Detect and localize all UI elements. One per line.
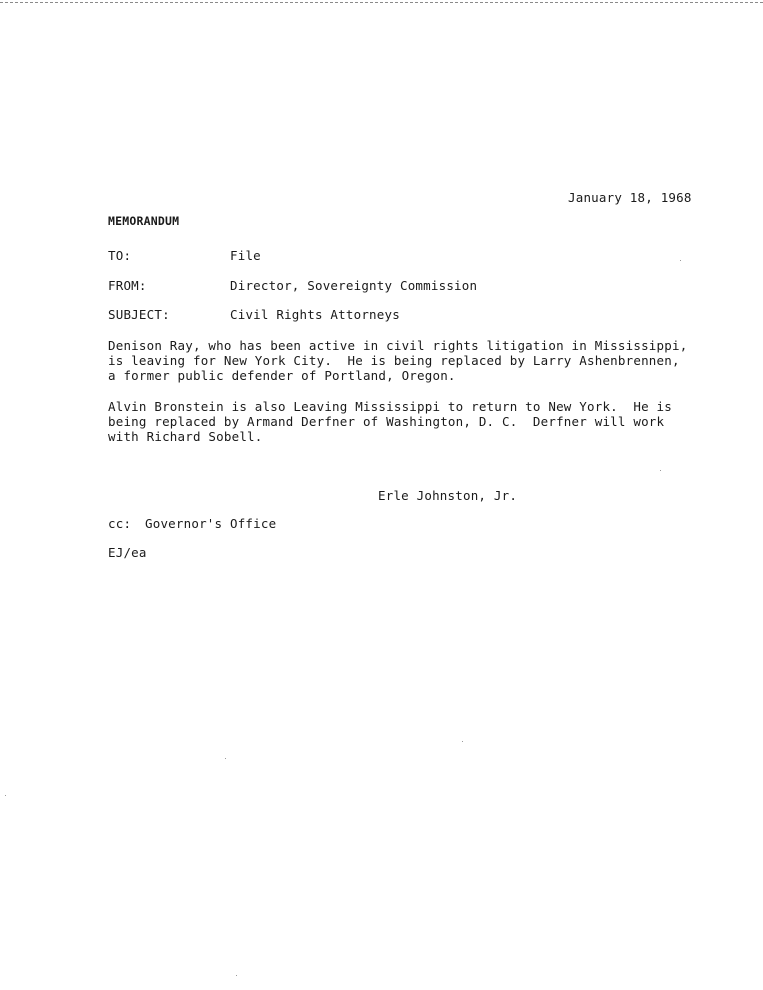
scan-speck: [5, 795, 6, 796]
signature: Erle Johnston, Jr.: [378, 488, 518, 503]
cc-label: cc:: [108, 516, 132, 531]
memo-date: January 18, 1968: [568, 190, 692, 205]
to-value: File: [230, 248, 261, 263]
from-label: FROM:: [108, 278, 147, 293]
scan-speck: [660, 470, 661, 471]
typist-initials: EJ/ea: [108, 545, 147, 560]
paragraph-1-line-1: Denison Ray, who has been active in civil rights litigation in Mississippi,: [108, 338, 688, 353]
paragraph-2-line-3: with Richard Sobell.: [108, 429, 263, 444]
paragraph-1-line-3: a former public defender of Portland, Oregon.: [108, 368, 456, 383]
cc-value: Governor's Office: [145, 516, 277, 531]
subject-label: SUBJECT:: [108, 307, 170, 322]
paragraph-1-line-2: is leaving for New York City. He is being replaced by Larry Ashenbrennen,: [108, 353, 680, 368]
scan-speck: [680, 260, 681, 261]
scan-speck: [462, 741, 463, 742]
scan-speck: [225, 758, 226, 759]
to-label: TO:: [108, 248, 132, 263]
paragraph-2-line-2: being replaced by Armand Derfner of Washington, D. C. Derfner will work: [108, 414, 665, 429]
memo-heading: MEMORANDUM: [108, 214, 180, 228]
scan-speck: [236, 975, 237, 976]
subject-value: Civil Rights Attorneys: [230, 307, 400, 322]
paragraph-2-line-1: Alvin Bronstein is also Leaving Mississippi to return to New York. He is: [108, 399, 672, 414]
top-edge-rule: [0, 2, 763, 3]
from-value: Director, Sovereignty Commission: [230, 278, 478, 293]
